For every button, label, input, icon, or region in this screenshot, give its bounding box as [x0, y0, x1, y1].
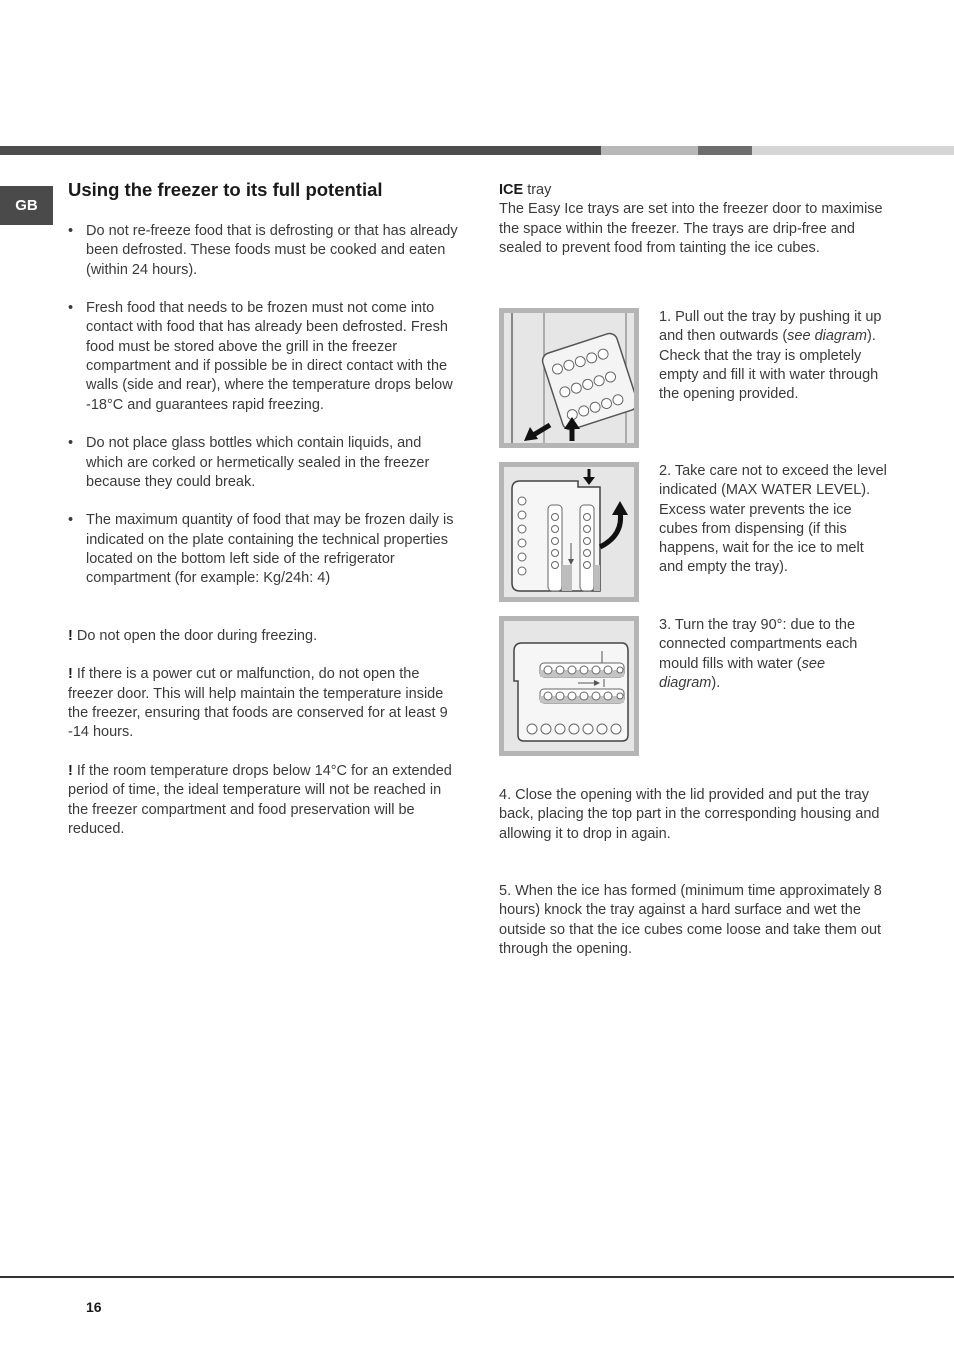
list-item: • Do not re-freeze food that is defrosting or that has already been defrosted. These foods must be cooked and eaten (within 24 hours). — [68, 222, 458, 280]
tray-pull-diagram-icon — [499, 308, 639, 448]
warning-note: ! Do not open the door during freezing. — [68, 627, 318, 644]
step-5-text: 5. When the ice has formed (minimum time approximately 8 hours) knock the tray against a hard surface and wet the outside so that the ice cubes come loose and take them out through the opening. — [499, 883, 882, 957]
section-heading: Using the freezer to its full potential — [68, 179, 383, 200]
footer-divider — [0, 1276, 954, 1278]
step-1-text: 1. Pull out the tray by pushing it up and then outwards (see diagram). Check that the tray is ompletely empty and fill it with water through the opening provided. — [659, 309, 882, 403]
tray-rotate-diagram-icon — [499, 616, 639, 756]
step-3-text: 3. Turn the tray 90°: due to the connected compartments each mould fills with water (see diagram). — [659, 617, 858, 691]
header-color-bar — [0, 146, 954, 155]
right-column — [499, 181, 889, 258]
ice-tray-title: ICE tray — [499, 182, 552, 198]
list-item: • The maximum quantity of food that may be frozen daily is indicated on the plate containing the technical properties located on the bottom left side of the refrigerator compartment (for example: Kg/24h: 4) — [68, 511, 458, 588]
ice-tray-intro: The Easy Ice trays are set into the freezer door to maximise the space within the freezer. The trays are drip-free and sealed to prevent food from tainting the ice cubes. — [499, 201, 883, 256]
step-4-text: 4. Close the opening with the lid provided and put the tray back, placing the top part in the corresponding housing and allowing it to drop in again. — [499, 787, 880, 842]
language-tab: GB — [0, 186, 53, 225]
left-column — [68, 178, 458, 859]
max-water-level-diagram-icon — [499, 462, 639, 602]
page-number: 16 — [86, 1299, 102, 1315]
tips-list — [68, 222, 458, 589]
warning-note: ! If the room temperature drops below 14°C for an extended period of time, the ideal temperature will not be reached in the freezer compartment and food preservation will be reduced. — [68, 763, 452, 838]
warnings — [68, 627, 458, 840]
list-item: • Do not place glass bottles which contain liquids, and which are corked or hermetically sealed in the freezer because they could break. — [68, 434, 458, 492]
list-item: • Fresh food that needs to be frozen must not come into contact with food that has already been defrosted. Fresh food must be stored above the grill in the freezer compartment and if possible be in direct contact with the walls (side and rear), where the temperature drops below -18°C and guarantees rapid freezing. — [68, 299, 458, 415]
warning-note: ! If there is a power cut or malfunction, do not open the freezer door. This will help maintain the temperature inside the freezer, ensuring that foods are conserved for at least 9 -14 hours. — [68, 666, 448, 741]
step-2-text: 2. Take care not to exceed the level indicated (MAX WATER LEVEL). Excess water prevents the ice cubes from dispensing (if this happens, wait for the ice to melt and empty the tray). — [659, 463, 887, 576]
